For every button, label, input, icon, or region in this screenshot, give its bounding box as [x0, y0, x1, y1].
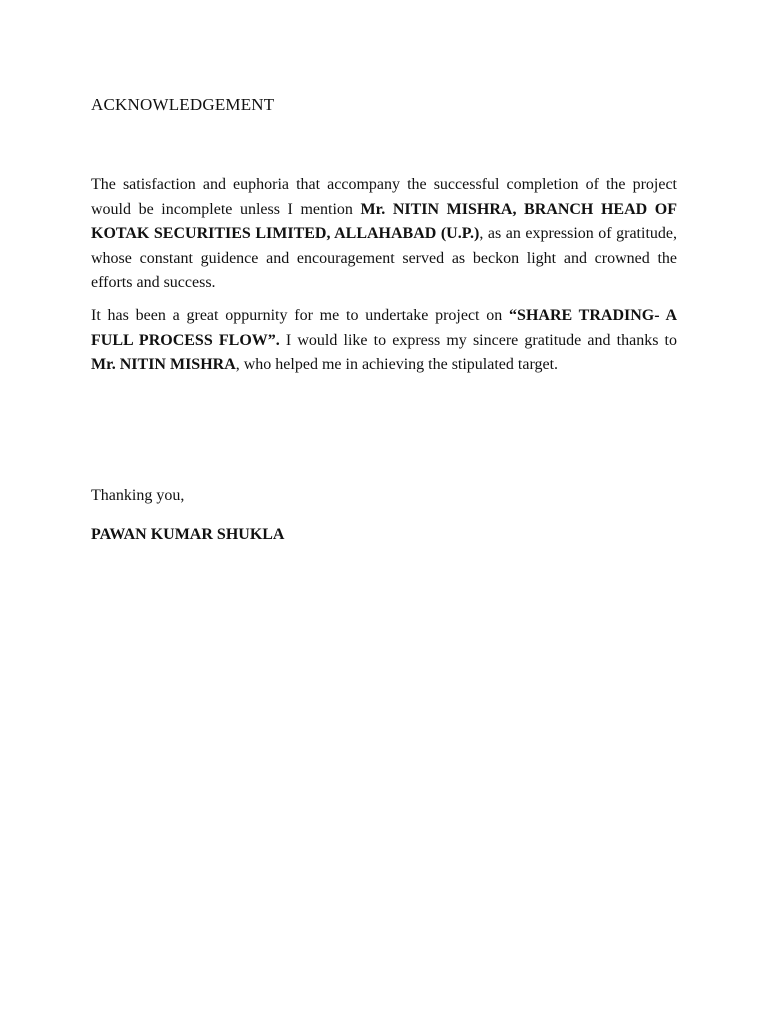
paragraph-2-text-a: It has been a great oppurnity for me to undertake project on: [91, 307, 510, 324]
acknowledgement-paragraph-2: [91, 304, 677, 378]
acknowledgement-paragraph-1: [91, 173, 677, 296]
paragraph-2-bold-project-title: “SHARE TRADING- A FULL PROCESS FLOW”.: [91, 307, 677, 349]
document-heading: ACKNOWLEDGEMENT: [91, 95, 275, 114]
paragraph-1-text-a: The satisfaction and euphoria that accompany the successful completion of the project would be incomplete unless I mention: [91, 176, 677, 218]
paragraph-2-text-b: I would like to express my sincere gratitude and thanks to: [279, 331, 677, 349]
paragraph-1-bold-name: Mr. NITIN MISHRA, BRANCH HEAD OF KOTAK SECURITIES LIMITED, ALLAHABAD (U.P.): [91, 200, 678, 242]
paragraph-1-text-b: , as an expression of gratitude, whose constant guidence and encouragement served as beckon light and crowned the efforts and success.: [91, 225, 677, 291]
paragraph-2-text-c: , who helped me in achieving the stipulated target.: [235, 356, 559, 373]
signature-name: PAWAN KUMAR SHUKLA: [91, 526, 285, 543]
paragraph-2-bold-name: Mr. NITIN MISHRA: [91, 356, 236, 373]
closing-line: Thanking you,: [91, 487, 185, 504]
